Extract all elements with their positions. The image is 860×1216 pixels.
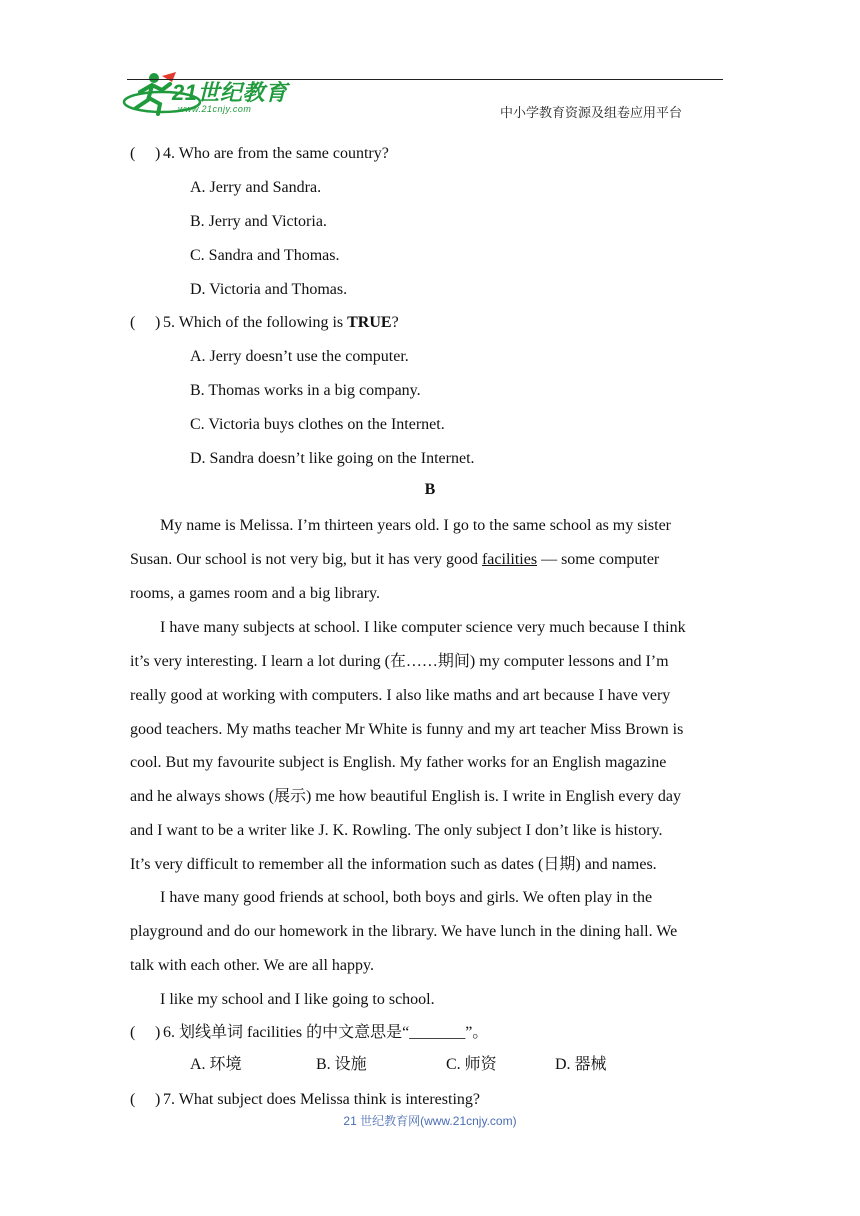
page-footer: 21 世纪教育网(www.21cnjy.com): [343, 1114, 517, 1128]
option-b: B. Jerry and Victoria.: [190, 213, 327, 230]
option-a: A. Jerry and Sandra.: [190, 179, 322, 196]
answer-bracket-close: ): [155, 145, 161, 162]
logo-url: www.21cnjy.com: [178, 104, 252, 114]
option-d: D. Victoria and Thomas.: [190, 281, 348, 298]
passage-line: it’s very interesting. I learn a lot during (在……期间) my computer lessons and I’m: [130, 653, 669, 670]
passage-line: and I want to be a writer like J. K. Rowling. The only subject I don’t like is history.: [130, 822, 663, 839]
passage-line: good teachers. My maths teacher Mr White is funny and my art teacher Miss Brown is: [130, 721, 684, 738]
option-b: B. 设施: [316, 1056, 367, 1073]
passage-line: playground and do our homework in the library. We have lunch in the dining hall. We: [130, 923, 678, 940]
page-header: [0, 0, 860, 130]
section-heading: B: [424, 481, 436, 498]
question-text: 6. 划线单词 facilities 的中文意思是“_______”。: [163, 1024, 489, 1041]
header-divider: [127, 79, 723, 80]
passage-line: really good at working with computers. I also like maths and art because I have very: [130, 687, 671, 704]
passage-line: I have many good friends at school, both boys and girls. We often play in the: [160, 889, 653, 906]
answer-bracket-close: ): [155, 1024, 161, 1041]
passage-line: I have many subjects at school. I like computer science very much because I think: [160, 619, 686, 636]
question-text: 7. What subject does Melissa think is interesting?: [163, 1091, 480, 1108]
option-a: A. Jerry doesn’t use the computer.: [190, 348, 409, 365]
logo-text: 21世纪教育: [172, 80, 288, 105]
answer-bracket-open: (: [130, 314, 136, 331]
question-text-post: ?: [391, 314, 399, 331]
question-text: [163, 313, 399, 333]
answer-bracket-close: ): [155, 1091, 161, 1108]
question-text-pre: 5. Which of the following is: [163, 314, 348, 331]
passage-line: cool. But my favourite subject is English. My father works for an English magazine: [130, 754, 667, 771]
passage-line: [130, 550, 659, 570]
answer-bracket-open: (: [130, 1091, 136, 1108]
passage-text: Susan. Our school is not very big, but it has very good: [130, 551, 482, 568]
option-d: D. 器械: [555, 1056, 607, 1073]
platform-name: 中小学教育资源及组卷应用平台: [500, 105, 683, 120]
passage-line: I like my school and I like going to school.: [160, 991, 435, 1008]
option-c: C. 师资: [446, 1056, 497, 1073]
passage-line: rooms, a games room and a big library.: [130, 585, 381, 602]
option-a: A. 环境: [190, 1056, 242, 1073]
passage-line: My name is Melissa. I’m thirteen years old. I go to the same school as my sister: [160, 517, 672, 534]
question-text: 4. Who are from the same country?: [163, 145, 389, 162]
option-c: C. Victoria buys clothes on the Internet.: [190, 416, 445, 433]
answer-bracket-open: (: [130, 145, 136, 162]
question-text-bold: TRUE: [347, 314, 392, 331]
answer-bracket-close: ): [155, 314, 161, 331]
passage-text: — some computer: [537, 551, 660, 568]
answer-bracket-open: (: [130, 1024, 136, 1041]
passage-line: and he always shows (展示) me how beautiful English is. I write in English every day: [130, 788, 682, 805]
option-c: C. Sandra and Thomas.: [190, 247, 340, 264]
option-d: D. Sandra doesn’t like going on the Internet.: [190, 450, 475, 467]
option-b: B. Thomas works in a big company.: [190, 382, 421, 399]
passage-line: It’s very difficult to remember all the information such as dates (日期) and names.: [130, 856, 657, 873]
underlined-word: facilities: [481, 551, 538, 568]
passage-line: talk with each other. We are all happy.: [130, 957, 374, 974]
